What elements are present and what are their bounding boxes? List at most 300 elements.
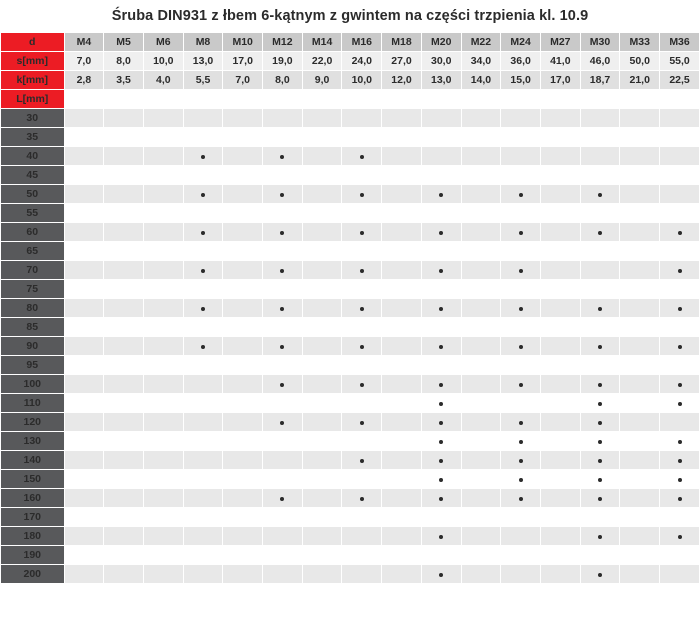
k-value-cell: 10,0 — [342, 71, 382, 90]
availability-dot — [678, 459, 682, 463]
table-row — [1, 508, 700, 527]
availability-cell — [223, 451, 263, 470]
availability-cell — [421, 565, 461, 584]
availability-cell — [302, 337, 342, 356]
s-value-cell: 30,0 — [421, 52, 461, 71]
availability-cell — [580, 451, 620, 470]
k-value-cell: 15,0 — [501, 71, 541, 90]
availability-cell — [64, 451, 104, 470]
availability-cell — [143, 565, 183, 584]
availability-dot — [360, 193, 364, 197]
availability-cell — [64, 109, 104, 128]
availability-dot — [280, 269, 284, 273]
availability-dot — [201, 307, 205, 311]
availability-cell — [382, 375, 422, 394]
availability-cell — [64, 299, 104, 318]
availability-dot — [360, 459, 364, 463]
availability-cell — [660, 280, 700, 299]
availability-cell — [501, 147, 541, 166]
availability-cell — [382, 318, 422, 337]
availability-cell — [501, 242, 541, 261]
availability-cell — [540, 356, 580, 375]
availability-cell — [660, 565, 700, 584]
availability-cell — [342, 356, 382, 375]
s-value-cell: 22,0 — [302, 52, 342, 71]
availability-cell — [501, 223, 541, 242]
availability-cell — [302, 375, 342, 394]
availability-dot — [280, 421, 284, 425]
availability-cell — [540, 375, 580, 394]
availability-cell — [421, 432, 461, 451]
availability-dot — [360, 307, 364, 311]
availability-cell — [421, 299, 461, 318]
table-row — [1, 109, 700, 128]
availability-cell — [382, 185, 422, 204]
column-header-m10: M10 — [223, 33, 263, 52]
table-row — [1, 413, 700, 432]
availability-cell — [342, 394, 382, 413]
spacer-cell — [104, 90, 144, 109]
availability-cell — [580, 527, 620, 546]
availability-cell — [223, 242, 263, 261]
availability-dot — [439, 402, 443, 406]
availability-dot — [360, 421, 364, 425]
availability-cell — [263, 299, 303, 318]
availability-cell — [143, 394, 183, 413]
availability-cell — [263, 280, 303, 299]
availability-cell — [342, 432, 382, 451]
availability-dot — [678, 307, 682, 311]
availability-cell — [302, 299, 342, 318]
availability-cell — [342, 565, 382, 584]
availability-cell — [580, 470, 620, 489]
availability-cell — [302, 565, 342, 584]
screw-dimension-table — [0, 32, 700, 584]
table-row — [1, 565, 700, 584]
table-row — [1, 166, 700, 185]
spacer-cell — [143, 90, 183, 109]
availability-cell — [620, 451, 660, 470]
availability-cell — [382, 451, 422, 470]
availability-cell — [382, 204, 422, 223]
s-value-cell: 34,0 — [461, 52, 501, 71]
availability-cell — [461, 527, 501, 546]
availability-cell — [64, 375, 104, 394]
length-label: 160 — [1, 489, 65, 508]
availability-cell — [660, 166, 700, 185]
availability-cell — [461, 318, 501, 337]
availability-cell — [620, 204, 660, 223]
availability-cell — [382, 413, 422, 432]
availability-cell — [64, 147, 104, 166]
availability-cell — [382, 508, 422, 527]
table-row — [1, 337, 700, 356]
availability-cell — [540, 242, 580, 261]
length-label: 90 — [1, 337, 65, 356]
availability-dot — [678, 497, 682, 501]
availability-cell — [501, 489, 541, 508]
availability-cell — [143, 166, 183, 185]
k-value-cell: 5,5 — [183, 71, 223, 90]
spacer-cell — [540, 90, 580, 109]
availability-cell — [143, 204, 183, 223]
availability-cell — [461, 261, 501, 280]
availability-cell — [580, 356, 620, 375]
availability-cell — [104, 166, 144, 185]
availability-cell — [64, 565, 104, 584]
availability-cell — [580, 375, 620, 394]
availability-cell — [223, 185, 263, 204]
availability-dot — [678, 231, 682, 235]
length-label: 120 — [1, 413, 65, 432]
availability-cell — [421, 508, 461, 527]
length-label: 70 — [1, 261, 65, 280]
availability-cell — [104, 356, 144, 375]
availability-cell — [183, 394, 223, 413]
spacer-cell — [461, 90, 501, 109]
availability-cell — [501, 527, 541, 546]
availability-cell — [302, 489, 342, 508]
availability-dot — [519, 231, 523, 235]
availability-cell — [302, 147, 342, 166]
availability-cell — [421, 109, 461, 128]
availability-cell — [660, 318, 700, 337]
availability-cell — [620, 508, 660, 527]
availability-cell — [540, 432, 580, 451]
availability-cell — [143, 223, 183, 242]
length-label: 130 — [1, 432, 65, 451]
availability-cell — [421, 527, 461, 546]
availability-cell — [183, 109, 223, 128]
availability-dot — [280, 155, 284, 159]
availability-cell — [382, 356, 422, 375]
availability-cell — [183, 242, 223, 261]
availability-dot — [519, 497, 523, 501]
availability-cell — [421, 489, 461, 508]
spacer-cell — [183, 90, 223, 109]
availability-cell — [421, 546, 461, 565]
availability-cell — [183, 356, 223, 375]
availability-cell — [580, 261, 620, 280]
availability-cell — [382, 223, 422, 242]
availability-cell — [143, 413, 183, 432]
availability-cell — [143, 109, 183, 128]
availability-cell — [263, 375, 303, 394]
availability-cell — [620, 432, 660, 451]
s-value-cell: 19,0 — [263, 52, 303, 71]
availability-dot — [280, 345, 284, 349]
availability-cell — [501, 413, 541, 432]
availability-cell — [421, 204, 461, 223]
row-label-s: s[mm] — [1, 52, 65, 71]
availability-cell — [143, 242, 183, 261]
availability-cell — [461, 565, 501, 584]
availability-cell — [580, 242, 620, 261]
availability-dot — [201, 155, 205, 159]
availability-cell — [461, 470, 501, 489]
availability-cell — [660, 147, 700, 166]
availability-cell — [104, 375, 144, 394]
column-header-m36: M36 — [660, 33, 700, 52]
availability-cell — [183, 280, 223, 299]
availability-cell — [263, 166, 303, 185]
availability-cell — [223, 470, 263, 489]
availability-cell — [540, 337, 580, 356]
k-value-cell: 12,0 — [382, 71, 422, 90]
availability-cell — [540, 204, 580, 223]
spacer-cell — [223, 90, 263, 109]
availability-dot — [439, 421, 443, 425]
availability-dot — [360, 155, 364, 159]
availability-cell — [302, 470, 342, 489]
spacer-cell — [501, 90, 541, 109]
availability-cell — [461, 546, 501, 565]
availability-cell — [540, 261, 580, 280]
availability-cell — [620, 166, 660, 185]
availability-cell — [382, 299, 422, 318]
length-label: 170 — [1, 508, 65, 527]
availability-dot — [201, 231, 205, 235]
s-value-cell: 17,0 — [223, 52, 263, 71]
availability-cell — [302, 394, 342, 413]
availability-cell — [223, 432, 263, 451]
availability-cell — [64, 470, 104, 489]
availability-cell — [143, 470, 183, 489]
availability-cell — [104, 318, 144, 337]
availability-cell — [620, 565, 660, 584]
availability-cell — [143, 261, 183, 280]
availability-cell — [660, 128, 700, 147]
availability-cell — [421, 413, 461, 432]
k-value-cell: 17,0 — [540, 71, 580, 90]
availability-cell — [461, 185, 501, 204]
table-row — [1, 451, 700, 470]
availability-cell — [620, 546, 660, 565]
availability-cell — [263, 451, 303, 470]
availability-cell — [421, 128, 461, 147]
length-label: 150 — [1, 470, 65, 489]
availability-cell — [580, 318, 620, 337]
availability-cell — [540, 223, 580, 242]
s-value-cell: 24,0 — [342, 52, 382, 71]
availability-dot — [360, 231, 364, 235]
s-value-cell: 50,0 — [620, 52, 660, 71]
availability-cell — [104, 128, 144, 147]
availability-cell — [580, 565, 620, 584]
availability-cell — [421, 166, 461, 185]
availability-cell — [143, 318, 183, 337]
availability-cell — [263, 337, 303, 356]
availability-cell — [660, 375, 700, 394]
availability-cell — [461, 489, 501, 508]
availability-dot — [201, 269, 205, 273]
availability-dot — [519, 307, 523, 311]
availability-cell — [263, 318, 303, 337]
availability-cell — [263, 546, 303, 565]
availability-cell — [461, 242, 501, 261]
availability-cell — [620, 470, 660, 489]
availability-cell — [183, 128, 223, 147]
availability-dot — [678, 269, 682, 273]
length-label: 190 — [1, 546, 65, 565]
availability-cell — [223, 565, 263, 584]
availability-cell — [143, 356, 183, 375]
availability-cell — [461, 356, 501, 375]
availability-cell — [501, 185, 541, 204]
availability-cell — [143, 489, 183, 508]
availability-cell — [302, 451, 342, 470]
availability-cell — [620, 413, 660, 432]
k-value-cell: 8,0 — [263, 71, 303, 90]
availability-dot — [360, 345, 364, 349]
availability-cell — [620, 299, 660, 318]
availability-cell — [580, 299, 620, 318]
availability-cell — [64, 489, 104, 508]
availability-cell — [580, 185, 620, 204]
availability-cell — [143, 280, 183, 299]
spacer-cell — [660, 90, 700, 109]
availability-cell — [223, 318, 263, 337]
length-label: 95 — [1, 356, 65, 375]
column-header-m14: M14 — [302, 33, 342, 52]
availability-cell — [143, 546, 183, 565]
availability-cell — [64, 261, 104, 280]
availability-cell — [223, 204, 263, 223]
availability-cell — [64, 508, 104, 527]
availability-cell — [540, 451, 580, 470]
table-row — [1, 527, 700, 546]
availability-cell — [540, 527, 580, 546]
availability-cell — [660, 489, 700, 508]
availability-cell — [64, 280, 104, 299]
availability-cell — [183, 185, 223, 204]
availability-cell — [540, 546, 580, 565]
availability-cell — [501, 375, 541, 394]
availability-cell — [421, 337, 461, 356]
availability-cell — [461, 166, 501, 185]
availability-cell — [501, 280, 541, 299]
availability-cell — [382, 394, 422, 413]
availability-cell — [223, 375, 263, 394]
availability-cell — [342, 242, 382, 261]
availability-cell — [461, 451, 501, 470]
availability-cell — [461, 147, 501, 166]
availability-cell — [342, 413, 382, 432]
availability-cell — [580, 337, 620, 356]
availability-cell — [302, 432, 342, 451]
availability-cell — [382, 565, 422, 584]
row-s-values — [1, 52, 700, 71]
availability-cell — [501, 109, 541, 128]
spacer-cell — [302, 90, 342, 109]
column-header-m12: M12 — [263, 33, 303, 52]
availability-cell — [104, 470, 144, 489]
availability-dot — [678, 440, 682, 444]
availability-cell — [104, 223, 144, 242]
spacer-cell — [263, 90, 303, 109]
availability-dot — [280, 497, 284, 501]
title-bar — [0, 0, 700, 32]
availability-cell — [421, 356, 461, 375]
availability-cell — [104, 261, 144, 280]
availability-cell — [104, 242, 144, 261]
availability-cell — [540, 280, 580, 299]
header-row-d — [1, 33, 700, 52]
availability-cell — [263, 432, 303, 451]
availability-cell — [501, 508, 541, 527]
availability-dot — [439, 535, 443, 539]
availability-dot — [678, 345, 682, 349]
availability-dot — [598, 231, 602, 235]
table-row — [1, 394, 700, 413]
availability-cell — [302, 223, 342, 242]
availability-dot — [360, 497, 364, 501]
table-row — [1, 147, 700, 166]
availability-cell — [620, 356, 660, 375]
row-k-values — [1, 71, 700, 90]
availability-dot — [598, 421, 602, 425]
availability-cell — [263, 109, 303, 128]
availability-cell — [501, 356, 541, 375]
availability-cell — [461, 413, 501, 432]
availability-dot — [678, 383, 682, 387]
availability-cell — [143, 432, 183, 451]
availability-cell — [64, 394, 104, 413]
availability-dot — [519, 440, 523, 444]
availability-cell — [183, 527, 223, 546]
availability-cell — [104, 451, 144, 470]
availability-cell — [223, 394, 263, 413]
availability-cell — [620, 223, 660, 242]
availability-cell — [342, 451, 382, 470]
row-label-k: k[mm] — [1, 71, 65, 90]
availability-cell — [660, 242, 700, 261]
k-value-cell: 3,5 — [104, 71, 144, 90]
column-header-m6: M6 — [143, 33, 183, 52]
availability-dot — [598, 307, 602, 311]
availability-cell — [302, 109, 342, 128]
availability-cell — [540, 394, 580, 413]
availability-cell — [302, 508, 342, 527]
availability-cell — [104, 565, 144, 584]
availability-cell — [580, 128, 620, 147]
availability-cell — [183, 489, 223, 508]
availability-cell — [382, 147, 422, 166]
availability-cell — [540, 147, 580, 166]
availability-cell — [183, 166, 223, 185]
length-label: 40 — [1, 147, 65, 166]
availability-cell — [501, 204, 541, 223]
availability-cell — [660, 109, 700, 128]
availability-cell — [461, 280, 501, 299]
availability-dot — [519, 421, 523, 425]
availability-cell — [660, 299, 700, 318]
spacer-cell — [580, 90, 620, 109]
availability-cell — [540, 565, 580, 584]
availability-cell — [382, 470, 422, 489]
availability-cell — [64, 128, 104, 147]
availability-cell — [263, 128, 303, 147]
table-row — [1, 356, 700, 375]
availability-cell — [501, 470, 541, 489]
availability-cell — [501, 546, 541, 565]
availability-cell — [223, 223, 263, 242]
availability-cell — [263, 565, 303, 584]
spacer-cell — [342, 90, 382, 109]
availability-cell — [342, 375, 382, 394]
availability-cell — [143, 147, 183, 166]
availability-dot — [598, 459, 602, 463]
